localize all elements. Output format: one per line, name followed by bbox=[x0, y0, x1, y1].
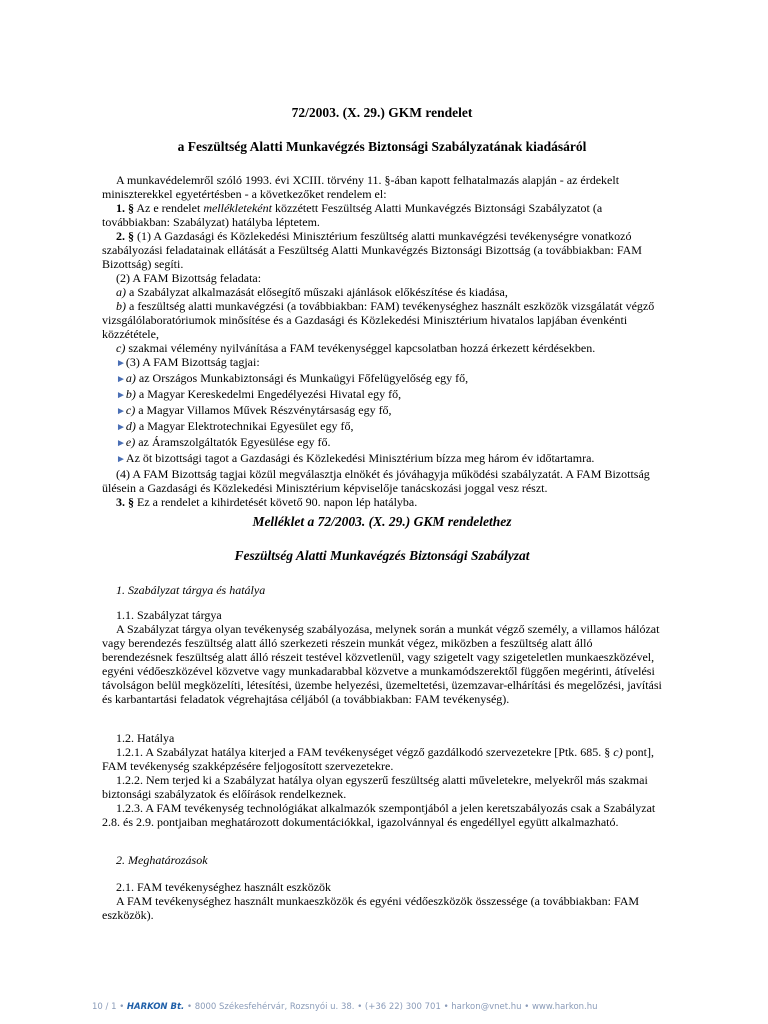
item-label: c) bbox=[125, 403, 136, 417]
triangle-right-icon: ► bbox=[116, 390, 126, 401]
section-number: 1. § bbox=[116, 201, 134, 215]
company-phone: (+36 22) 300 701 bbox=[364, 1002, 441, 1012]
item-label: a) bbox=[116, 285, 126, 299]
text: Ez a rendelet a kihirdetését követő 90. napon lép hatályba. bbox=[134, 495, 418, 509]
text: az Országos Munkabiztonsági és Munkaügyi Főfelügyelőség egy fő, bbox=[135, 371, 469, 385]
decree-body bbox=[102, 173, 662, 509]
triangle-right-icon: ► bbox=[116, 358, 126, 369]
section-2-3 bbox=[102, 355, 662, 371]
annex-title: Melléklet a 72/2003. (X. 29.) GKM rendelethez bbox=[252, 514, 512, 529]
separator-dot: • bbox=[186, 1002, 195, 1012]
section-2-2: (2) A FAM Bizottság feladata: bbox=[116, 271, 262, 285]
company-email[interactable]: harkon@vnet.hu bbox=[451, 1002, 522, 1012]
member-a bbox=[102, 371, 662, 387]
member-d bbox=[102, 419, 662, 435]
triangle-right-icon: ► bbox=[116, 406, 126, 417]
item-label: c) bbox=[116, 341, 126, 355]
text: a Magyar Kereskedelmi Engedélyezési Hivatal egy fő, bbox=[135, 387, 402, 401]
clause-1-2-2: 1.2.2. Nem terjed ki a Szabályzat hatálya olyan egyszerű feszültség alatti műveletekre, melyekről más szakmai biztonsági szabályzatok és előírások rendelkeznek. bbox=[102, 773, 648, 801]
section-1 bbox=[102, 201, 662, 229]
item-a bbox=[102, 285, 662, 299]
annex-1-2 bbox=[102, 731, 662, 829]
document-title: 72/2003. (X. 29.) GKM rendelet bbox=[291, 105, 473, 120]
subsection-heading: 2.1. FAM tevékenységhez használt eszközök bbox=[116, 880, 332, 894]
company-website[interactable]: www.harkon.hu bbox=[531, 1002, 598, 1012]
section-number: 3. § bbox=[116, 495, 134, 509]
text: (3) A FAM Bizottság tagjai: bbox=[125, 355, 260, 369]
text: az Áramszolgáltatók Egyesülése egy fő. bbox=[135, 435, 331, 449]
item-c bbox=[102, 341, 662, 355]
text: a Szabályzat alkalmazását elősegítő műszaki ajánlások előkészítése és kiadása, bbox=[126, 285, 508, 299]
member-note bbox=[102, 451, 662, 467]
text: 1.2.1. A Szabályzat hatálya kiterjed a FAM tevékenységet végző gazdálkodó szervezetekre [Ptk. 685. § bbox=[116, 745, 614, 759]
clause-1-2-1 bbox=[102, 745, 662, 773]
annex-subtitle: Feszültség Alatti Munkavégzés Biztonsági Szabályzat bbox=[234, 548, 530, 563]
section-number: 2. § bbox=[116, 229, 134, 243]
emphasis: c) bbox=[613, 745, 623, 759]
item-label: a) bbox=[125, 371, 136, 385]
triangle-right-icon: ► bbox=[116, 438, 126, 449]
text: Az e rendelet bbox=[134, 201, 204, 215]
member-e bbox=[102, 435, 662, 451]
text: a Magyar Elektrotechnikai Egyesület egy fő, bbox=[135, 419, 354, 433]
separator-dot: • bbox=[119, 1002, 127, 1012]
item-label: b) bbox=[125, 387, 136, 401]
separator-dot: • bbox=[443, 1002, 452, 1012]
section-2-1 bbox=[102, 229, 662, 271]
company-logo: HARKON Bt. bbox=[126, 1002, 185, 1012]
annex-section-1-heading: 1. Szabályzat tárgya és hatálya bbox=[116, 583, 266, 597]
subsection-text: A Szabályzat tárgya olyan tevékenység szabályozása, melynek során a munkát végző személy, a villamos hálózat vagy berendezés feszültség alatt álló szerkezeti részein munkát végez, miközben a feszültség alatt álló berendezésnek feszültség alatt álló részeit testével közvetlenül, vagy szigetelt vagy szigeteletlen munkaeszközével, egyéni védőeszközével közvetve vagy munkadarabbal közvetve a munkamódszerektől függően megérinti, átívelési távolságon belül megközelíti, létesítési, üzembe helyezési, üzemeltetési, üzemzavar-elhárítási és megelőzési, javítási és karbantartási feladatok végrehajtása céljából (a továbbiakban: FAM tevékenység). bbox=[102, 622, 662, 706]
text: közzétett Feszültség Alatti Munkavégzés Biztonsági Szabályzatot (a továbbiakban: Szabályzat) hatályba léptetem. bbox=[102, 201, 603, 229]
emphasis: mellékleteként bbox=[203, 201, 272, 215]
triangle-right-icon: ► bbox=[116, 374, 126, 385]
page-number: 10 / 1 bbox=[92, 1002, 117, 1012]
triangle-right-icon: ► bbox=[116, 422, 126, 433]
subsection-heading: 1.1. Szabályzat tárgya bbox=[116, 608, 222, 622]
item-label: b) bbox=[116, 299, 126, 313]
text: szakmai vélemény nyilvánítása a FAM tevékenységgel kapcsolatban hozzá érkezett kérdésekben. bbox=[125, 341, 596, 355]
annex-1-1 bbox=[102, 608, 662, 706]
section-2-4: (4) A FAM Bizottság tagjai közül megválasztja elnökét és jóváhagyja működési szabályzatát. A FAM Bizottság ülésein a Gazdasági és Közlekedési Minisztérium képviselője tanácskozási joggal vesz részt. bbox=[102, 467, 650, 495]
intro-paragraph: A munkavédelemről szóló 1993. évi XCIII. törvény 11. §-ában kapott felhatalmazás alapján - az érdekelt miniszterekkel egyetértésben - a következőket rendelem el: bbox=[102, 173, 620, 201]
subsection-text: A FAM tevékenységhez használt munkaeszközök és egyéni védőeszközök összessége (a továbbiakban: FAM eszközök). bbox=[102, 894, 640, 922]
text: a feszültség alatti munkavégzési (a továbbiakban: FAM) tevékenységhez használt eszközök vizsgálatát végző vizsgálólaboratóriumok minősítése és a Gazdasági és Közlekedési Minisztérium hivatalos lapjában évenkénti közzététele, bbox=[102, 299, 655, 341]
section-3 bbox=[102, 495, 662, 509]
item-b bbox=[102, 299, 662, 341]
text: pont], FAM tevékenység szakképzésére feljogosított szervezetekre. bbox=[102, 745, 654, 773]
clause-1-2-3: 1.2.3. A FAM tevékenység technológiákat alkalmazók szempontjából a jelen keretszabályozás csak a Szabályzat 2.8. és 2.9. pontjaiban meghatározott dokumentációkkal, igazolvánnyal és engedéllyel együtt alkalmazható. bbox=[102, 801, 656, 829]
item-label: e) bbox=[125, 435, 136, 449]
separator-dot: • bbox=[357, 1002, 365, 1012]
text: Az öt bizottsági tagot a Gazdasági és Közlekedési Minisztérium bízza meg három év időtartamra. bbox=[125, 451, 595, 465]
subsection-heading: 1.2. Hatálya bbox=[116, 731, 175, 745]
company-address: 8000 Székesfehérvár, Rozsnyói u. 38. bbox=[194, 1002, 355, 1012]
member-c bbox=[102, 403, 662, 419]
text: a Magyar Villamos Művek Részvénytársaság egy fő, bbox=[135, 403, 392, 417]
triangle-right-icon: ► bbox=[116, 454, 126, 465]
annex-2-1 bbox=[102, 880, 662, 922]
annex-section-2-heading: 2. Meghatározások bbox=[116, 853, 208, 867]
separator-dot: • bbox=[524, 1002, 532, 1012]
text: (1) A Gazdasági és Közlekedési Minisztérium feszültség alatti munkavégzési tevékenységre vonatkozó szabályozási feladatainak ellátását a Feszültség Alatti Munkavégzés Biztonsági Bizottság (a továbbiakban: FAM Bizottság) segíti. bbox=[102, 229, 642, 271]
page-footer bbox=[92, 1000, 682, 1014]
item-label: d) bbox=[125, 419, 136, 433]
document-subtitle: a Feszültség Alatti Munkavégzés Biztonsági Szabályzatának kiadásáról bbox=[177, 139, 587, 154]
member-b bbox=[102, 387, 662, 403]
